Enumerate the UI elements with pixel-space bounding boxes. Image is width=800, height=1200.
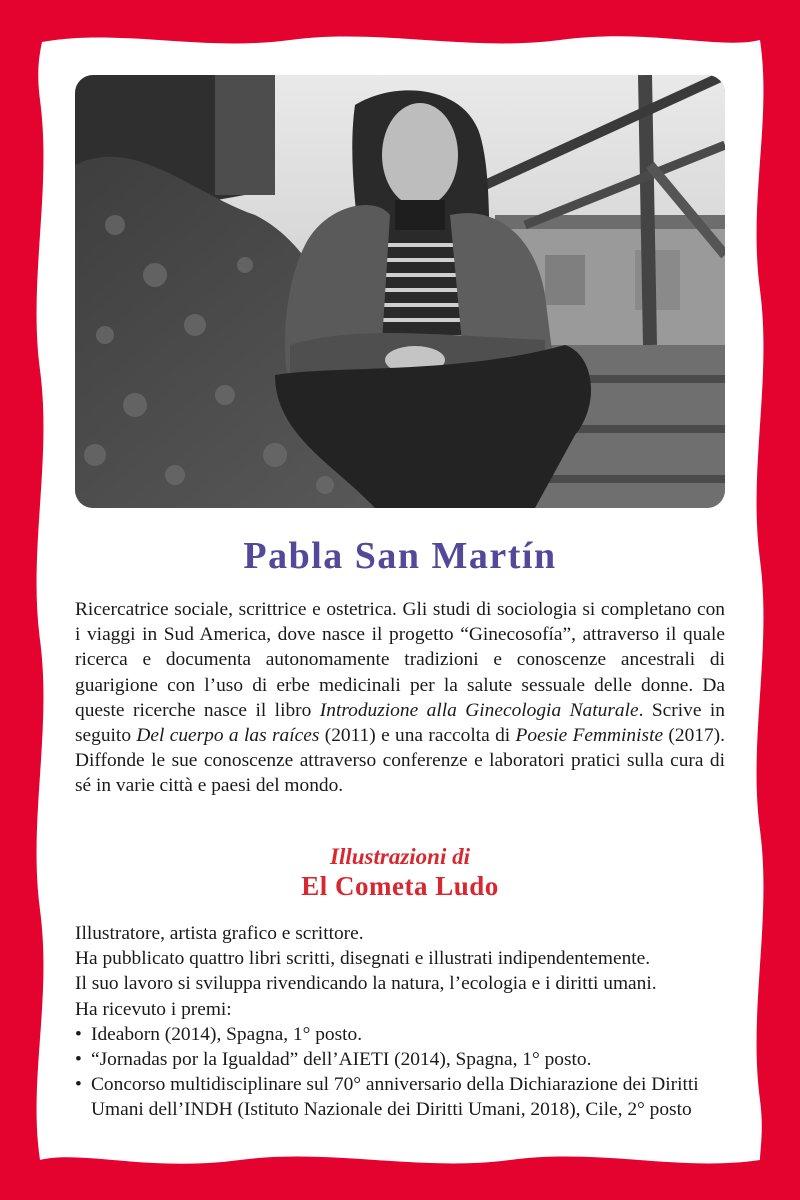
- illustrator-name: El Cometa Ludo: [301, 871, 499, 901]
- book-title: Introduzione alla Ginecologia Naturale: [319, 699, 639, 721]
- author-name: Pabla San Martín: [243, 535, 557, 577]
- bio-line: Il suo lavoro si sviluppa rivendicando la natura, l’ecologia e i diritti umani.: [75, 973, 657, 995]
- award-line: • Concorso multidisciplinare sul 70° anniversario della Dichiarazione dei Diritti: [91, 1074, 699, 1096]
- bio-text: . Scrive in seguito: [75, 699, 725, 747]
- bio-text: Ricercatrice sociale, scrittrice e ostetrica. Gli studi di sociologia si completano con i viaggi in Sud America, dove nasce il progetto “Ginecosofía”, attraverso il quale ricerca e documenta autonomamente tradizioni e conoscenze ancestrali di guarigione con l’uso di erbe medicinali per la salute sessuale delle donne. Da queste ricerche nasce il libro: [75, 599, 725, 721]
- bio-text: (2011) e una raccolta di: [319, 725, 516, 747]
- book-title: Del cuerpo a las raíces: [136, 725, 320, 747]
- bio-line: Ha pubblicato quattro libri scritti, disegnati e illustrati indipendentemente.: [75, 948, 651, 970]
- award-item: [75, 1022, 735, 1047]
- award-line: • Ideaborn (2014), Spagna, 1° posto.: [91, 1023, 363, 1045]
- illustrator-bio: [75, 921, 735, 1123]
- book-title: Poesie Femministe: [515, 725, 664, 747]
- bio-line: Illustratore, artista grafico e scrittore.: [75, 923, 364, 944]
- award-item: [75, 1072, 735, 1122]
- award-line: • “Jornadas por la Igualdad” dell’AIETI (2014), Spagna, 1° posto.: [91, 1049, 592, 1071]
- illustrations-heading: Illustrazioni di: [330, 844, 470, 869]
- bio-line: Ha ricevuto i premi:: [75, 998, 232, 1020]
- author-bio: [75, 597, 725, 799]
- bio-text: (2017). Diffonde le sue conoscenze attraverso conferenze e laboratori pratici sulla cura di sé in varie città e paesi del mondo.: [75, 725, 725, 797]
- awards-list: [75, 1022, 735, 1123]
- award-item: [75, 1047, 735, 1072]
- award-line: Umani dell’INDH (Istituto Nazionale dei Diritti Umani, 2018), Cile, 2° posto: [91, 1099, 692, 1121]
- author-photo: [75, 75, 725, 508]
